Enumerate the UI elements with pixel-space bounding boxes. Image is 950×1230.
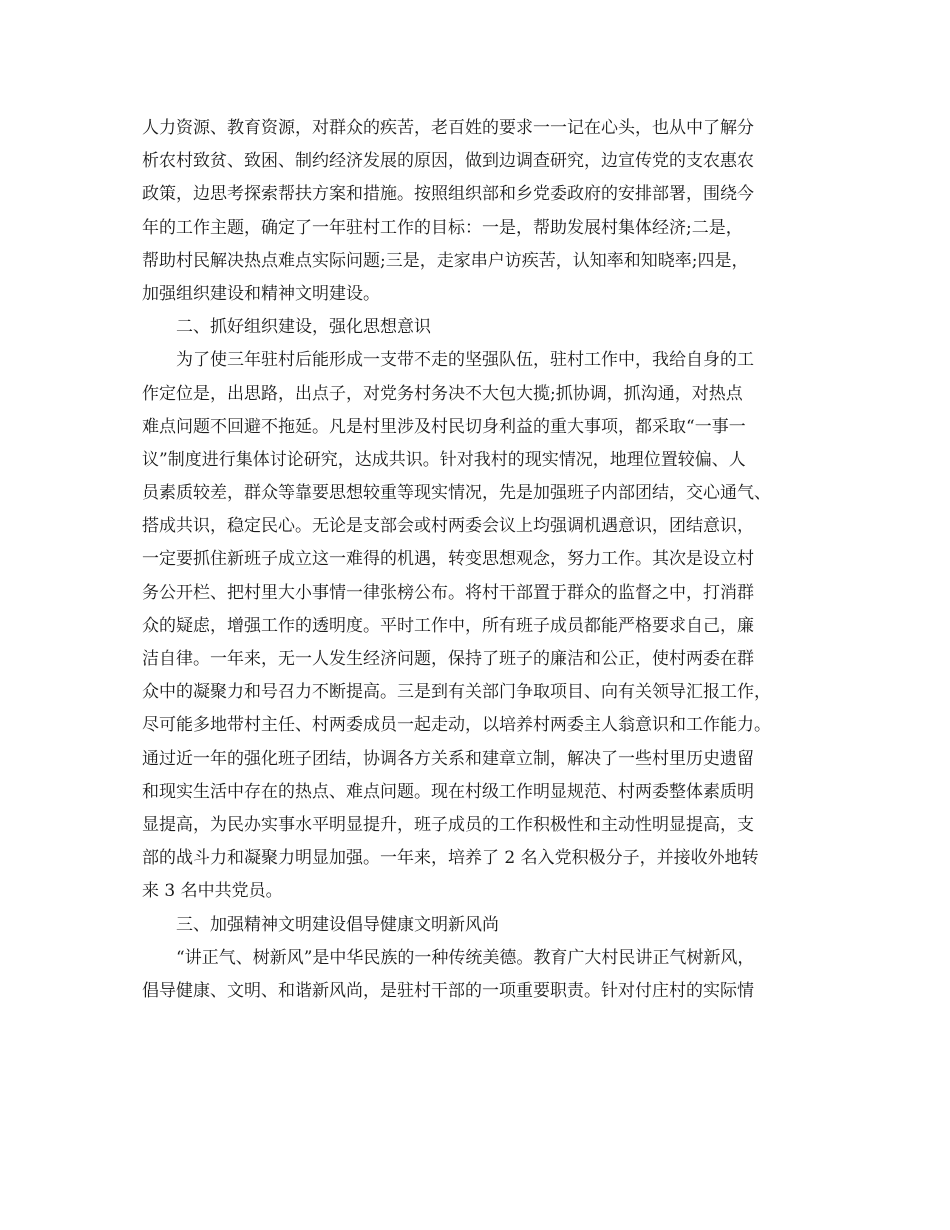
text-line: 析农村致贫、致困、制约经济发展的原因，做到边调查研究，边宣传党的支农惠农: [142, 151, 754, 172]
text-line: 务公开栏、把村里大小事情一律张榜公布。将村干部置于群众的监督之中，打消群: [142, 582, 754, 603]
text-line: 政策，边思考探索帮扶方案和措施。按照组织部和乡党委政府的安排部署，围绕今: [142, 184, 754, 205]
text-line: 作定位是，出思路，出点子，对党务村务决不大包大揽;抓协调，抓沟通，对热点: [142, 383, 743, 404]
document-body: [142, 112, 826, 1008]
text-line: 洁自律。一年来，无一人发生经济问题，保持了班子的廉洁和公正，使村两委在群: [142, 649, 754, 669]
text-line: 难点问题不回避不拖延。凡是村里涉及村民切身利益的重大事项，都采取“一事一: [142, 416, 746, 437]
text-line: 年的工作主题，确定了一年驻村工作的目标：一是，帮助发展村集体经济;二是，: [142, 217, 743, 238]
section-heading: 二、抓好组织建设，强化思想意识: [176, 317, 431, 338]
text-line: 倡导健康、文明、和谐新风尚，是驻村干部的一项重要职责。针对付庄村的实际情: [142, 980, 754, 1001]
text-line: 加强组织建设和精神文明建设。: [142, 283, 380, 304]
text-line: 人力资源、教育资源，对群众的疾苦，老百姓的要求一一记在心头，也从中了解分: [142, 118, 754, 138]
text-line: 议”制度进行集体讨论研究，达成共识。针对我村的现实情况，地理位置较偏、人: [142, 449, 746, 470]
text-line: 一定要抓住新班子成立这一难得的机遇，转变思想观念，努力工作。其次是设立村: [142, 549, 754, 570]
text-line: 尽可能多地带村主任、村两委成员一起走动，以培养村两委主人翁意识和工作能力。: [142, 715, 771, 736]
text-line: 搭成共识，稳定民心。无论是支部会或村两委会议上均强调机遇意识，团结意识，: [142, 516, 754, 537]
text-line: 和现实生活中存在的热点、难点问题。现在村级工作明显规范、村两委整体素质明: [142, 781, 754, 802]
text-line: “讲正气、树新风”是中华民族的一种传统美德。教育广大村民讲正气树新风，: [176, 947, 755, 968]
text-line: 员素质较差，群众等靠要思想较重等现实情况，先是加强班子内部团结，交心通气、: [142, 483, 771, 504]
text-line: 帮助村民解决热点难点实际问题;三是，走家串户访疾苦，认知率和知晓率;四是，: [142, 250, 749, 271]
section-heading: 三、加强精神文明建设倡导健康文明新风尚: [176, 914, 499, 935]
text-line: 部的战斗力和凝聚力明显加强。一年来，培养了 2 名入党积极分子，并接收外地转: [142, 848, 759, 869]
text-line: 来 3 名中共党员。: [142, 881, 283, 902]
text-line: 显提高，为民办实事水平明显提升，班子成员的工作积极性和主动性明显提高，支: [142, 814, 754, 835]
text-line: 为了使三年驻村后能形成一支带不走的坚强队伍，驻村工作中，我给自身的工: [176, 350, 754, 371]
text-line: 众的疑虑，增强工作的透明度。平时工作中，所有班子成员都能严格要求自己，廉: [142, 615, 754, 636]
text-line: 通过近一年的强化班子团结，协调各方关系和建章立制，解决了一些村里历史遗留: [142, 748, 754, 769]
text-line: 众中的凝聚力和号召力不断提高。三是到有关部门争取项目、向有关领导汇报工作，: [142, 682, 771, 703]
